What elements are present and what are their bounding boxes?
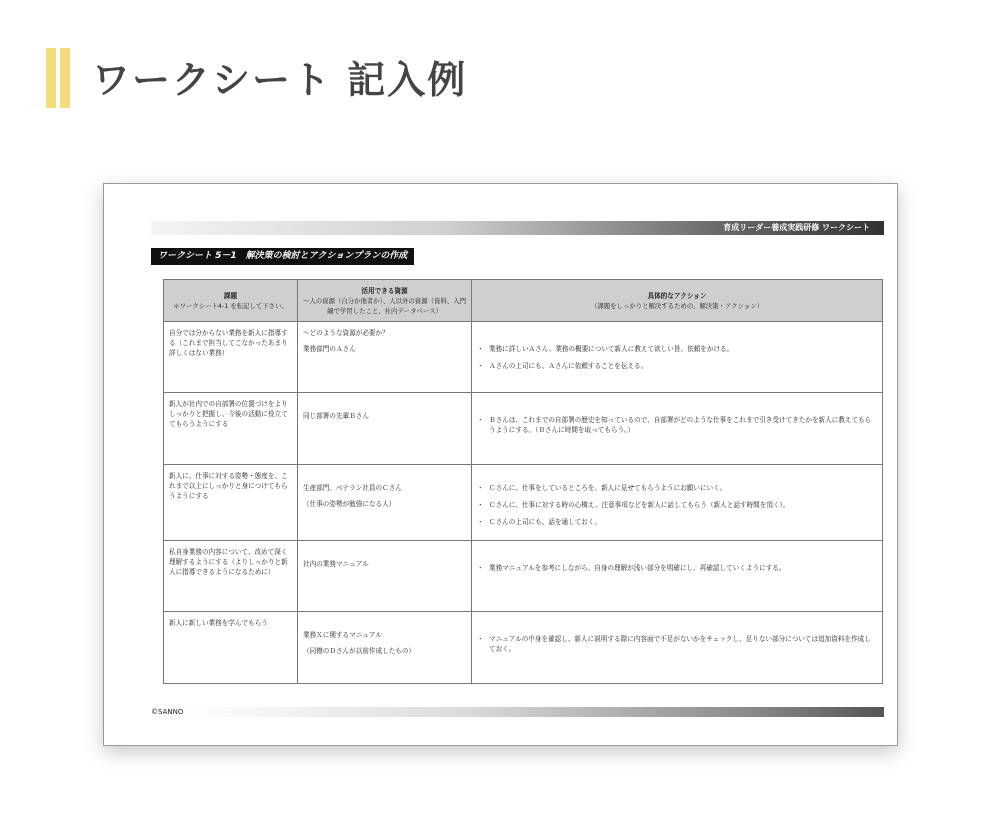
action-item: ・ Ｃさんに、仕事に対する時の心構え、注意事項などを新人に話してもらう（新人と話す時間を頂く）。 <box>477 500 877 510</box>
title-accent-bar <box>60 48 70 108</box>
table-row <box>164 465 883 541</box>
action-item: ・ 業務に詳しいＡさん、業務の概要について新人に教えて欲しい旨、依頼をかける。 <box>477 344 877 354</box>
copyright-label: ©SANNO <box>151 708 184 716</box>
table-row <box>164 393 883 465</box>
issue-cell: 私自身業務の内容について、改めて深く理解するようにする（よりしっかりと新人に指導できるようになるために） <box>164 541 298 612</box>
column-subtitle: ＊ワークシート4-1 を転記して下さい。 <box>173 301 288 310</box>
resource-item: 業務Ｘに関するマニュアル <box>303 631 382 639</box>
actions-cell <box>472 465 883 541</box>
worksheet-title: ワークシート 5－1 解決策の検討とアクションプランの作成 <box>151 248 414 265</box>
title-accent-bar <box>46 48 56 108</box>
resource-item: 生産部門、ベテラン社員のＣさん <box>303 484 402 492</box>
table-row <box>164 612 883 684</box>
column-title: 活用できる資源 <box>361 286 408 295</box>
worksheet-table <box>163 279 883 684</box>
action-item: ・ Ｂさんは、これまでの自部署の歴史を知っているので、自部署がどのような仕事をこれまで引き受けてきたかを新人に教えてもらうようにする。（Ｂさんに時間を取ってもらう。） <box>477 415 877 435</box>
action-item: ・ Ａさんの上司にも、Ａさんに依頼することを伝える。 <box>477 361 877 371</box>
resource-item: （仕事の姿勢が勉強になる人） <box>303 500 396 508</box>
actions-cell <box>472 612 883 684</box>
resources-cell <box>298 612 472 684</box>
column-header-resources <box>298 280 472 322</box>
column-subtitle: ～人の資源（自分か他者か）、人以外の資源（資料、入門編で学習したこと、社内データベース） <box>303 296 466 315</box>
resource-item: 同じ部署の先輩Ｂさん <box>303 412 369 420</box>
action-item: ・ Ｃさんの上司にも、話を通しておく。 <box>477 517 877 527</box>
resource-item: （同僚のＤさんが以前作成したもの） <box>303 647 416 655</box>
table-row <box>164 541 883 612</box>
sheet-footer-band <box>182 707 884 717</box>
table-header-row <box>164 280 883 322</box>
column-header-actions <box>472 280 883 322</box>
column-title: 課題 <box>223 291 238 300</box>
resources-cell <box>298 541 472 612</box>
action-item: ・ Ｃさんに、仕事をしているところを、新人に見せてもらうようにお願いにいく。 <box>477 483 877 493</box>
resource-item: 社内の業務マニュアル <box>303 560 369 568</box>
sheet-header-label: 育成リーダー養成実践研修 ワークシート <box>723 223 870 232</box>
issue-cell: 自分では分からない業務を新人に指導する（これまで担当してこなかったあまり詳しくはない業務） <box>164 322 298 393</box>
table-row <box>164 322 883 393</box>
actions-cell <box>472 541 883 612</box>
page-title: ワークシート 記入例 <box>92 58 468 102</box>
column-subtitle: （課題をしっかりと解決するための、解決策・アクション） <box>591 301 763 310</box>
action-item: ・ 業務マニュアルを参考にしながら、自身の理解が浅い部分を明確にし、再確認していくようにする。 <box>477 563 877 573</box>
resource-item: 業務部門のＡさん <box>303 345 356 353</box>
issue-cell: 新人に、仕事に対する姿勢・態度を、これまで以上にしっかりと身につけてもらうようにする <box>164 465 298 541</box>
resources-cell <box>298 322 472 393</box>
action-item: ・ マニュアルの中身を確認し、新人に説明する際に内容面で不足がないかをチェックし、足りない部分については追加資料を作成しておく。 <box>477 634 877 654</box>
resources-cell <box>298 393 472 465</box>
issue-cell: 新人が社内での自部署の位置づけをよりしっかりと把握し、今後の活動に役立ててもらうようにする <box>164 393 298 465</box>
actions-cell <box>472 393 883 465</box>
sheet-header-band <box>151 221 884 235</box>
column-header-issue <box>164 280 298 322</box>
column-title: 具体的なアクション <box>647 291 707 300</box>
issue-cell: 新人に新しい業務を学んでもらう <box>164 612 298 684</box>
actions-cell <box>472 322 883 393</box>
resources-cell <box>298 465 472 541</box>
resource-item: ～どのような資源が必要か？ <box>303 329 389 337</box>
worksheet-sheet <box>103 183 898 746</box>
